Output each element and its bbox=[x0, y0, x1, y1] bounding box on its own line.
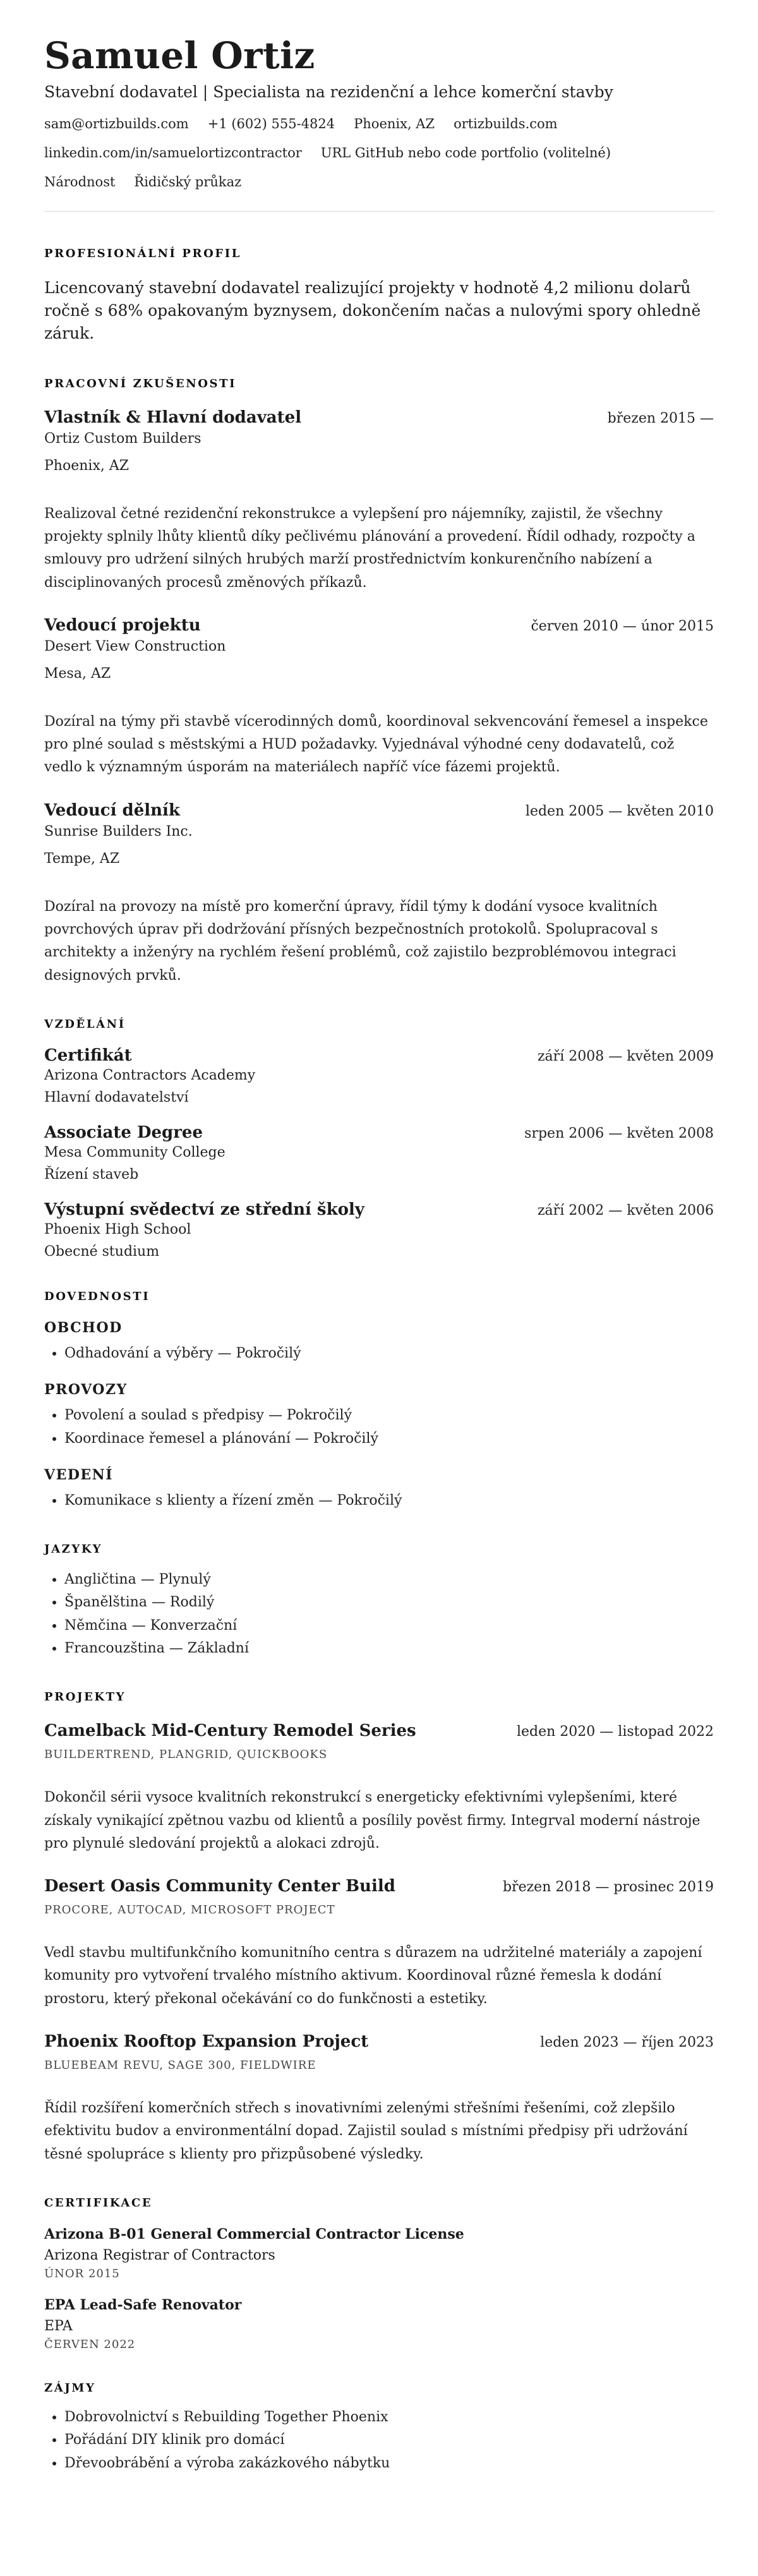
section-title-interests: ZÁJMY bbox=[44, 2381, 96, 2395]
certification-issuer: Arizona Registrar of Contractors bbox=[44, 2247, 275, 2263]
contact-email[interactable]: sam@ortizbuilds.com bbox=[44, 116, 189, 131]
section-title-certifications: CERTIFIKACE bbox=[44, 2196, 153, 2210]
education-field: Hlavní dodavatelství bbox=[44, 1089, 189, 1105]
certification-issuer: EPA bbox=[44, 2318, 73, 2334]
language-list bbox=[44, 1568, 714, 1660]
contact-phone[interactable]: +1 (602) 555-4824 bbox=[207, 116, 335, 131]
project-tech: PROCORE, AUTOCAD, MICROSOFT PROJECT bbox=[44, 1903, 335, 1917]
experience-entry bbox=[44, 616, 714, 779]
resume-header bbox=[44, 34, 714, 212]
section-title-summary: PROFESIONÁLNÍ PROFIL bbox=[44, 246, 242, 260]
contact-portfolio[interactable]: URL GitHub nebo code portfolio (volitelné) bbox=[320, 145, 611, 160]
education-section bbox=[44, 1018, 714, 1260]
skill-list bbox=[44, 1342, 714, 1365]
section-title-education: VZDĚLÁNÍ bbox=[44, 1017, 126, 1031]
certification-entry bbox=[44, 2297, 714, 2351]
job-description: Realizoval četné rezidenční rekonstrukce a vylepšení pro nájemníky, zajistil, že všechny projekty splnily lhůty klientů díky pečlivému plánování a provedení. Řídil odhady, rozpočty a smlouvy pro udržení silných hrubých marží prostřednictvím konkurenčního nabízení a disciplinovaných procesů změnových příkazů. bbox=[44, 505, 695, 591]
education-school: Arizona Contractors Academy bbox=[44, 1067, 256, 1083]
project-dates: březen 2018 — prosinec 2019 bbox=[502, 1879, 714, 1896]
certification-name: EPA Lead-Safe Renovator bbox=[44, 2296, 242, 2313]
skill-list bbox=[44, 1404, 714, 1450]
skill-category: OBCHOD bbox=[44, 1319, 123, 1336]
job-location: Mesa, AZ bbox=[44, 665, 111, 682]
section-title-languages: JAZYKY bbox=[44, 1543, 103, 1556]
skill-category: VEDENÍ bbox=[44, 1466, 114, 1483]
contact-linkedin[interactable]: linkedin.com/in/samuelortizcontractor bbox=[44, 145, 302, 160]
skill-list bbox=[44, 1490, 714, 1512]
project-dates: leden 2020 — listopad 2022 bbox=[516, 1724, 714, 1740]
education-school: Phoenix High School bbox=[44, 1221, 191, 1237]
language-item: • Angličtina — Plynulý bbox=[64, 1568, 714, 1591]
contact-drivers-license: Řidičský průkaz bbox=[134, 174, 242, 190]
job-dates: březen 2015 — bbox=[607, 410, 714, 426]
skill-item: • Koordinace řemesel a plánování — Pokročilý bbox=[64, 1428, 714, 1450]
job-title: Vedoucí projektu bbox=[44, 615, 201, 635]
summary-section bbox=[44, 247, 714, 346]
project-title: Phoenix Rooftop Expansion Project bbox=[44, 2032, 369, 2052]
job-location: Phoenix, AZ bbox=[44, 457, 129, 474]
job-description: Dozíral na provozy na místě pro komerční úpravy, řídil týmy k dodání vysoce kvalitních povrchových úprav při dodržování přísných bezpečnostních protokolů. Spolupracoval s architekty a inženýry na rychlém řešení problémů, což zajistilo bezproblémovou integraci designových prvků. bbox=[44, 898, 677, 984]
candidate-headline: Stavební dodavatel | Specialista na rezidenční a lehce komerční stavby bbox=[44, 82, 613, 101]
job-company: Ortiz Custom Builders bbox=[44, 430, 202, 447]
project-dates: leden 2023 — říjen 2023 bbox=[540, 2035, 714, 2051]
contact-website[interactable]: ortizbuilds.com bbox=[454, 116, 558, 131]
interests-section bbox=[44, 2381, 714, 2475]
interest-list bbox=[44, 2406, 714, 2475]
header-divider bbox=[44, 211, 714, 212]
contact-nationality: Národnost bbox=[44, 174, 116, 190]
language-item: • Němčina — Konverzační bbox=[64, 1615, 714, 1637]
skill-item: • Povolení a soulad s předpisy — Pokročilý bbox=[64, 1404, 714, 1427]
job-company: Desert View Construction bbox=[44, 638, 226, 654]
job-company: Sunrise Builders Inc. bbox=[44, 823, 193, 840]
education-title: Certifikát bbox=[44, 1045, 132, 1065]
experience-entry bbox=[44, 801, 714, 987]
projects-section bbox=[44, 1690, 714, 2166]
project-tech: BLUEBEAM REVU, SAGE 300, FIELDWIRE bbox=[44, 2059, 316, 2073]
certification-name: Arizona B-01 General Commercial Contractor License bbox=[44, 2225, 464, 2242]
project-title: Camelback Mid-Century Remodel Series bbox=[44, 1721, 416, 1741]
experience-section bbox=[44, 377, 714, 987]
language-item: • Francouzština — Základní bbox=[64, 1637, 714, 1660]
interest-item: • Pořádání DIY klinik pro domácí bbox=[64, 2429, 714, 2452]
summary-text: Licencovaný stavební dodavatel realizující projekty v hodnotě 4,2 milionu dolarů ročně s 68% opakovaným byznysem, dokončením načas a nulovými spory ohledně záruk. bbox=[44, 278, 701, 343]
experience-entry bbox=[44, 408, 714, 594]
education-title: Associate Degree bbox=[44, 1122, 203, 1142]
section-title-projects: PROJEKTY bbox=[44, 1690, 126, 1704]
education-field: Obecné studium bbox=[44, 1243, 160, 1260]
job-location: Tempe, AZ bbox=[44, 850, 120, 867]
education-dates: září 2008 — květen 2009 bbox=[537, 1048, 714, 1064]
interest-item: • Dřevoobrábění a výroba zakázkového nábytku bbox=[64, 2452, 714, 2475]
education-school: Mesa Community College bbox=[44, 1144, 226, 1160]
certifications-section bbox=[44, 2196, 714, 2351]
project-entry bbox=[44, 2032, 714, 2166]
contact-location: Phoenix, AZ bbox=[354, 116, 435, 131]
contact-row-2 bbox=[44, 145, 714, 160]
education-dates: srpen 2006 — květen 2008 bbox=[524, 1125, 714, 1141]
job-dates: leden 2005 — květen 2010 bbox=[525, 803, 714, 819]
certification-date: ÚNOR 2015 bbox=[44, 2266, 120, 2280]
interest-item: • Dobrovolnictví s Rebuilding Together Phoenix bbox=[64, 2406, 714, 2429]
contact-row-1 bbox=[44, 116, 714, 131]
candidate-name: Samuel Ortiz bbox=[44, 34, 315, 77]
education-field: Řízení staveb bbox=[44, 1166, 139, 1183]
project-entry bbox=[44, 1721, 714, 1855]
project-description: Řídil rozšíření komerčních střech s inovativními zelenými střešními řešeními, což zlepšilo efektivitu budov a environmentální dopad. Zajistil soulad s místními předpisy při udržování těsné spolupráce s klienty pro přizpůsobené výsledky. bbox=[44, 2100, 688, 2162]
job-description: Dozíral na týmy při stavbě vícerodinných domů, koordinoval sekvencování řemesel a inspekce pro plné soulad s městskými a HUD požadavky. Vyjednával výhodné ceny dodavatelů, což vedlo k významným úsporám na materiálech napříč více fázemi projektů. bbox=[44, 713, 708, 776]
skill-item: • Odhadování a výběry — Pokročilý bbox=[64, 1342, 714, 1365]
job-title: Vlastník & Hlavní dodavatel bbox=[44, 407, 302, 427]
education-entry bbox=[44, 1200, 714, 1260]
education-dates: září 2002 — květen 2006 bbox=[537, 1202, 714, 1219]
section-title-skills: DOVEDNOSTI bbox=[44, 1289, 150, 1303]
project-title: Desert Oasis Community Center Build bbox=[44, 1877, 395, 1896]
job-title: Vedoucí dělník bbox=[44, 800, 180, 820]
education-entry bbox=[44, 1123, 714, 1183]
project-description: Vedl stavbu multifunkčního komunitního centra s důrazem na udržitelné materiály a zapojení komunity pro vytvoření trvalého místního aktivum. Koordinoval různé řemesla k dodání prostoru, který překonal očekávání co do funkčnosti a estetiky. bbox=[44, 1945, 702, 2007]
contact-row-3 bbox=[44, 174, 714, 190]
languages-section bbox=[44, 1543, 714, 1660]
section-title-experience: PRACOVNÍ ZKUŠENOSTI bbox=[44, 376, 237, 390]
project-tech: BUILDERTREND, PLANGRID, QUICKBOOKS bbox=[44, 1748, 328, 1762]
skills-section bbox=[44, 1290, 714, 1512]
job-dates: červen 2010 — únor 2015 bbox=[531, 618, 714, 634]
certification-entry bbox=[44, 2226, 714, 2280]
project-entry bbox=[44, 1877, 714, 2011]
certification-date: ČERVEN 2022 bbox=[44, 2337, 136, 2351]
education-entry bbox=[44, 1046, 714, 1105]
skill-item: • Komunikace s klienty a řízení změn — Pokročilý bbox=[64, 1490, 714, 1512]
project-description: Dokončil sérii vysoce kvalitních rekonstrukcí s energeticky efektivními vylepšeními, které získaly vynikající zpětnou vazbu od klientů a posílily pověst firmy. Integrval moderní nástroje pro plynulé sledování projektů a alokaci zdrojů. bbox=[44, 1790, 701, 1851]
education-title: Výstupní svědectví ze střední školy bbox=[44, 1200, 364, 1219]
skill-category: PROVOZY bbox=[44, 1381, 128, 1399]
language-item: • Španělština — Rodilý bbox=[64, 1591, 714, 1614]
